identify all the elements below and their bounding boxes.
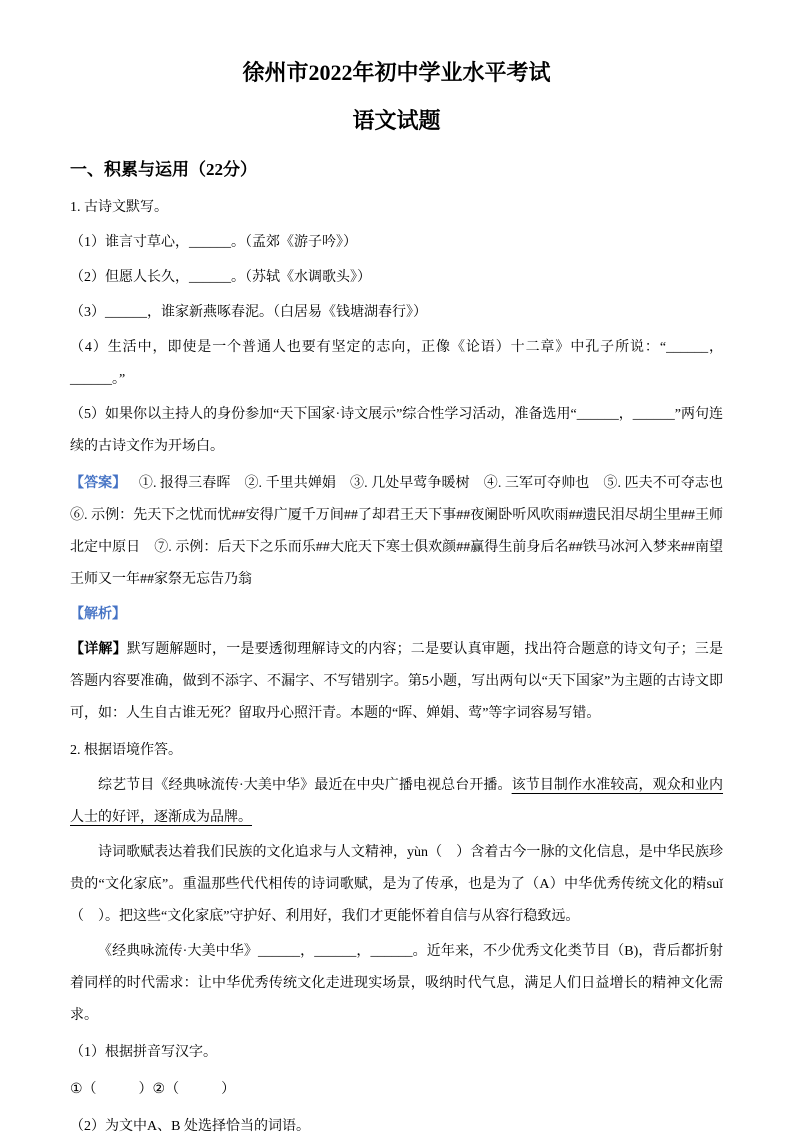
q1-detail-block [70,634,723,730]
doc-subtitle: 语文试题 [352,108,441,133]
q2-paragraph-3: 《经典咏流传·大美中华》______，______，______。近年来，不少优秀文化类节目（B)，背后都折射着同样的时代需求：让中华优秀传统文化走进现实场景，吸纳时代气息，满足人们日益增长的精神文化需求。 [70,944,723,1023]
q2-paragraph-1 [70,770,723,834]
q1-item-2: （2）但愿人长久，______。（苏轼《水调歌头》） [70,270,371,285]
q1-detail-text: 默写题解题时，一是要透彻理解诗文的内容；二是要认真审题，找出符合题意的诗文句子；三是答题内容要准确，做到不添字、不漏字、不写错别字。第5小题，写出两句以“天下国家”为主题的古诗文即可，如：人生自古谁无死？留取丹心照汗青。本题的“晖、婵娟、莺”等字词容易写错。 [70,642,724,721]
q2-pinyin-blanks: ①（ ）②（ ） [70,1082,236,1097]
q1-answer-text: ①. 报得三春晖 ②. 千里共婵娟 ③. 几处早莺争暖树 ④. 三军可夺帅也 ⑤. 匹夫不可夺志也 ⑥. 示例：先天下之忧而忧##安得广厦千万间##了却君王天下事##夜阑卧听风吹雨##遗民泪尽胡尘里##王师北定中原日 ⑦. 示例：后天下之乐而乐##大庇天下寒士俱欢颜##赢得生前身后名##铁马冰河入梦来##南望王师又一年##家祭无忘告乃翁 [70,476,738,587]
q2-para1-underlined-sentence: 该节目制作水准较高，观众和业内人士的好评，逐渐成为品牌。 [70,778,724,825]
q1-analysis-line [70,599,723,631]
q2-stem: 2. 根据语境作答。 [70,743,182,758]
q1-answer-block [70,468,738,596]
q2-paragraph-2: 诗词歌赋表达着我们民族的文化追求与人文精神，yùn（ ）含着古今一脉的文化信息，是中华民族珍贵的“文化家底”。重温那些代代相传的诗词歌赋，是为了传承，也是为了（A）中华优秀传统文化的精suǐ（ ）。把这些“文化家底”守护好、利用好，我们才更能怀着自信与从容行稳致远。 [70,845,723,924]
section-heading: 一、积累与运用（22分） [70,160,257,179]
q2-subquestion-1: （1）根据拼音写汉字。 [70,1045,217,1060]
q1-stem: 1. 古诗文默写。 [70,200,168,215]
q2-para1-lead: 综艺节目《经典咏流传·大美中华》最近在中央广播电视总台开播。 [98,778,512,793]
answer-marker: 【答案】 [70,476,127,491]
q1-item-1: （1）谁言寸草心，______。（孟郊《游子吟》） [70,235,357,250]
analysis-marker: 【解析】 [70,607,126,622]
doc-title: 徐州市2022年初中学业水平考试 [242,60,551,85]
detail-marker: 【详解】 [70,642,127,657]
q2-subquestion-2: （2）为文中A、B 处选择恰当的词语。 [70,1119,310,1134]
q1-item-3: （3）______，谁家新燕啄春泥。（白居易《钱塘湖春行》） [70,305,427,320]
q1-item-4: （4）生活中，即使是一个普通人也要有坚定的志向，正像《论语）十二章》中孔子所说：“______，______。” [70,340,723,387]
q1-item-5: （5）如果你以主持人的身份参加“天下国家·诗文展示”综合性学习活动，准备选用“______，______”两句连续的古诗文作为开场白。 [70,407,723,454]
